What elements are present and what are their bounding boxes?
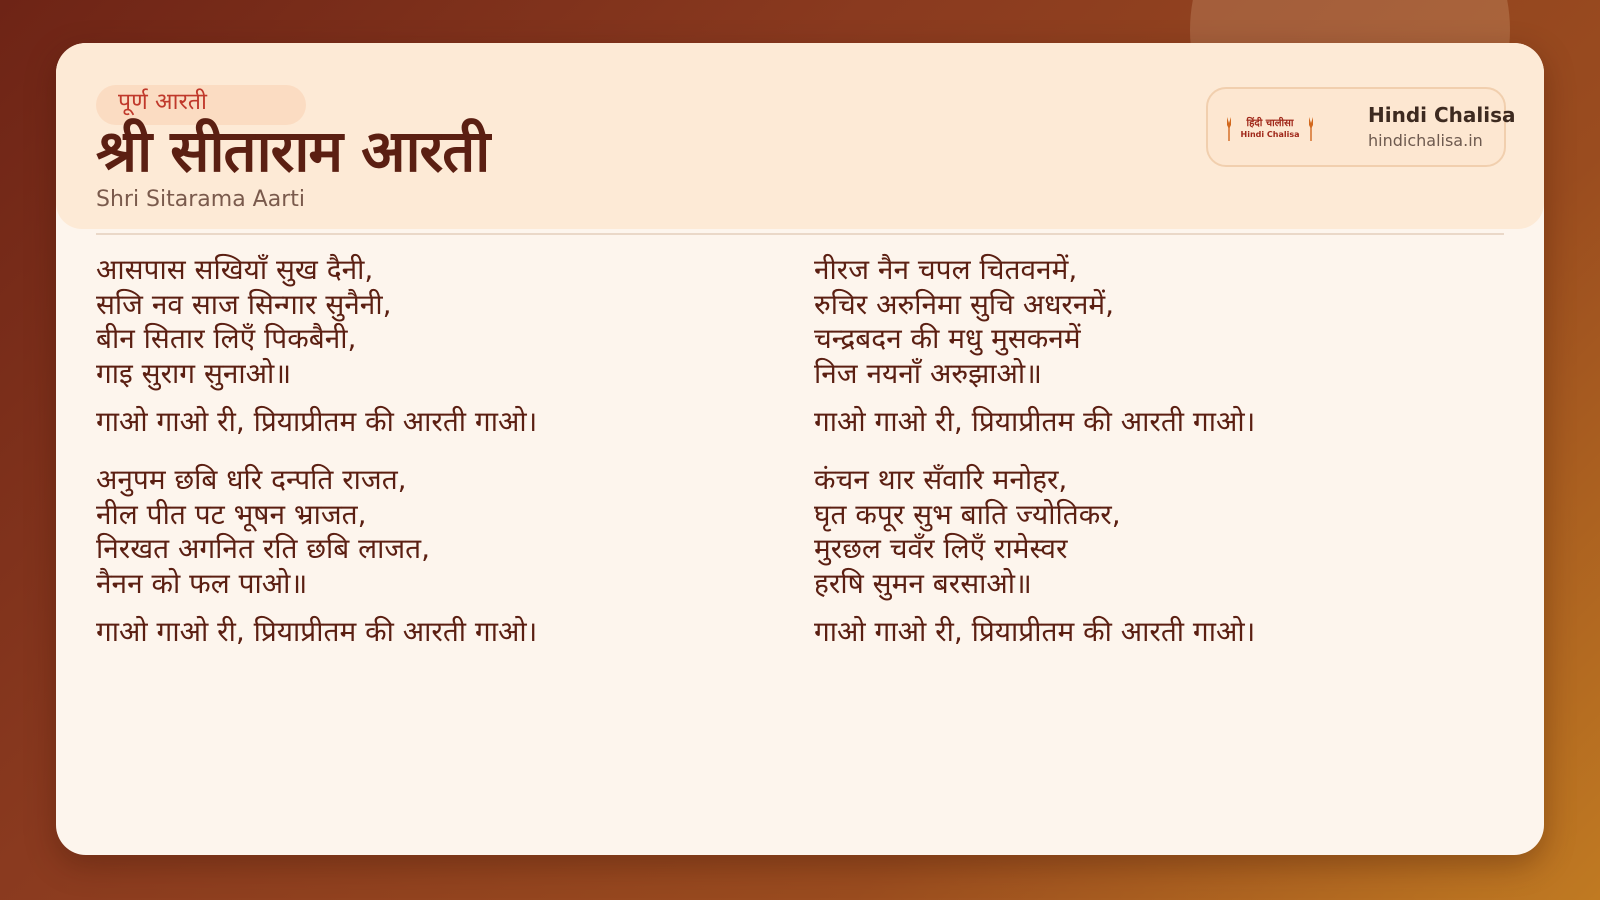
- brand-url[interactable]: hindichalisa.in: [1368, 131, 1483, 150]
- verse-line: रुचिर अरुनिमा सुचि अधरनमें,: [814, 287, 1115, 321]
- category-tag: पूर्ण आरती: [118, 89, 207, 115]
- lyrics-column-left: [96, 253, 756, 673]
- header-divider: [96, 233, 1504, 235]
- verse-line: कंचन थार सँवारि मनोहर,: [814, 463, 1068, 496]
- verse-line: गाइ सुराग सुनाओ॥: [96, 356, 292, 390]
- verse-block: [814, 253, 1474, 391]
- verse-block: [96, 463, 756, 601]
- verse-line: हरषि सुमन बरसाओ॥: [814, 566, 1032, 600]
- brand-badge[interactable]: [1206, 87, 1516, 167]
- brand-name: Hindi Chalisa: [1368, 103, 1516, 127]
- verse-line: अनुपम छबि धरि दन्पति राजत,: [96, 463, 407, 496]
- verse-line: मुरछल चवँर लिएँ रामेस्वर: [814, 532, 1068, 565]
- verse-line: निरखत अगनित रति छबि लाजत,: [96, 532, 431, 565]
- lyrics-column-right: [814, 253, 1474, 673]
- aarti-card: [56, 43, 1544, 855]
- logo-text-hindi: हिंदी चालीसा: [1246, 118, 1294, 129]
- page-title: श्री सीताराम आरती: [96, 117, 490, 185]
- verse-line: नैनन को फल पाओ॥: [96, 566, 308, 600]
- refrain-line: गाओ गाओ री, प्रियाप्रीतम की आरती गाओ।: [96, 405, 538, 438]
- verse-line: नील पीत पट भूषन भ्राजत,: [96, 497, 367, 531]
- verse-line: घृत कपूर सुभ बाति ज्योतिकर,: [814, 497, 1121, 531]
- verse-line: सजि नव साज सिन्गार सुनैनी,: [96, 287, 392, 321]
- verse-line: आसपास सखियाँ सुख दैनी,: [96, 253, 374, 286]
- verse-line: निज नयनाँ अरुझाओ॥: [814, 356, 1042, 390]
- refrain-line: गाओ गाओ री, प्रियाप्रीतम की आरती गाओ।: [96, 615, 538, 648]
- verse-line: बीन सितार लिएँ पिकबैनी,: [96, 322, 357, 355]
- refrain-line: गाओ गाओ री, प्रियाप्रीतम की आरती गाओ।: [814, 615, 1256, 648]
- verse-block: [96, 253, 756, 391]
- refrain-line: गाओ गाओ री, प्रियाप्रीतम की आरती गाओ।: [814, 405, 1256, 438]
- verse-line: नीरज नैन चपल चितवनमें,: [814, 253, 1078, 286]
- logo-text-english: Hindi Chalisa: [1240, 130, 1300, 139]
- verse-block: [814, 463, 1474, 601]
- verse-line: चन्द्रबदन की मधु मुसकनमें: [814, 322, 1081, 355]
- page-subtitle: Shri Sitarama Aarti: [96, 187, 305, 212]
- hindi-chalisa-logo: [1224, 113, 1316, 143]
- card-header: [56, 43, 1544, 229]
